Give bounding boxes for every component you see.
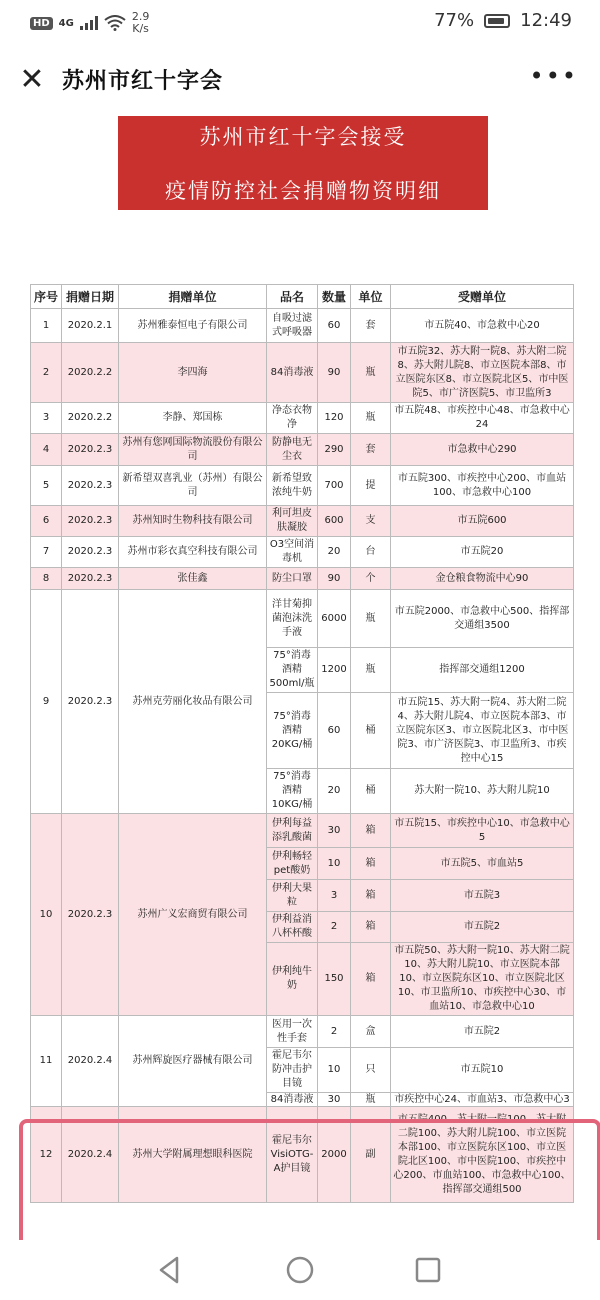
- item-unit: 箱: [351, 912, 391, 943]
- item-quantity: 20: [318, 769, 351, 814]
- item-name: O3空间消毒机: [267, 537, 318, 568]
- row-number: 1: [31, 309, 62, 343]
- row-number: 11: [31, 1016, 62, 1107]
- row-number: 12: [31, 1107, 62, 1203]
- speed-value: 2.9: [131, 10, 150, 23]
- recipient-list: 市五院2: [391, 1016, 574, 1048]
- item-name: 新希望致浓纯牛奶: [267, 466, 318, 506]
- item-unit: 盒: [351, 1016, 391, 1048]
- donation-date: 2020.2.3: [62, 434, 119, 466]
- item-name: 伊利畅轻pet酸奶: [267, 848, 318, 880]
- item-unit: 副: [351, 1107, 391, 1203]
- network-speed: [132, 11, 150, 35]
- table-row: [31, 343, 574, 403]
- article-body: [0, 210, 600, 1220]
- table-body: [31, 309, 574, 1203]
- row-number: 9: [31, 590, 62, 814]
- banner-line-1: 苏州市红十字会接受: [199, 125, 407, 149]
- item-name: 75°消毒酒精10KG/桶: [267, 769, 318, 814]
- donor-name: 苏州大学附属理想眼科医院: [119, 1107, 267, 1203]
- table-header-row: [31, 285, 574, 309]
- back-icon[interactable]: [152, 1252, 188, 1288]
- column-header: 受赠单位: [391, 285, 574, 309]
- item-quantity: 60: [318, 693, 351, 769]
- row-number: 4: [31, 434, 62, 466]
- item-name: 伊利纯牛奶: [267, 943, 318, 1016]
- item-quantity: 150: [318, 943, 351, 1016]
- home-icon[interactable]: [282, 1252, 318, 1288]
- item-unit: 箱: [351, 814, 391, 848]
- table-row: [31, 537, 574, 568]
- speed-unit: K/s: [132, 22, 149, 35]
- page-title: 苏州市红十字会: [62, 69, 224, 94]
- item-quantity: 120: [318, 403, 351, 434]
- donation-date: 2020.2.3: [62, 590, 119, 814]
- donation-date: 2020.2.1: [62, 309, 119, 343]
- item-name: 伊利益消八杯杯酸: [267, 912, 318, 943]
- item-quantity: 10: [318, 848, 351, 880]
- item-quantity: 2: [318, 1016, 351, 1048]
- item-quantity: 90: [318, 568, 351, 590]
- item-name: 伊利每益添乳酸菌: [267, 814, 318, 848]
- item-quantity: 90: [318, 343, 351, 403]
- item-name: 霍尼韦尔防冲击护目镜: [267, 1048, 318, 1093]
- more-options-icon[interactable]: •••: [529, 62, 578, 90]
- donation-date: 2020.2.2: [62, 343, 119, 403]
- recipient-list: 市急救中心290: [391, 434, 574, 466]
- item-quantity: 1200: [318, 648, 351, 693]
- network-type: 4G: [58, 17, 74, 29]
- recipient-list: 市五院400、苏大附一院100、苏大附二院100、苏大附儿院100、市立医院本部100、市立医院东区100、市立医院北区100、市中医院100、市疾控中心200、市血站100、市急救中心100、指挥部交通组500: [391, 1107, 574, 1203]
- status-right: [434, 10, 572, 31]
- donor-name: 苏州雅泰恒电子有限公司: [119, 309, 267, 343]
- item-quantity: 30: [318, 814, 351, 848]
- donation-date: 2020.2.3: [62, 537, 119, 568]
- row-number: 7: [31, 537, 62, 568]
- hd-badge: HD: [30, 17, 53, 30]
- row-number: 2: [31, 343, 62, 403]
- table-row: [31, 434, 574, 466]
- donor-name: 苏州知时生物科技有限公司: [119, 506, 267, 537]
- recipient-list: 市五院20: [391, 537, 574, 568]
- item-unit: 瓶: [351, 1093, 391, 1107]
- item-quantity: 600: [318, 506, 351, 537]
- donation-date: 2020.2.3: [62, 466, 119, 506]
- recipient-list: 苏大附一院10、苏大附儿院10: [391, 769, 574, 814]
- table-row: [31, 466, 574, 506]
- table-row: [31, 506, 574, 537]
- table-row: [31, 1016, 574, 1048]
- row-number: 8: [31, 568, 62, 590]
- recipient-list: 市五院15、苏大附一院4、苏大附二院4、苏大附儿院4、市立医院本部3、市立医院东区3、市立医院北区3、市中医院3、市广济医院3、市卫监所3、市疾控中心15: [391, 693, 574, 769]
- item-quantity: 2000: [318, 1107, 351, 1203]
- row-number: 6: [31, 506, 62, 537]
- item-unit: 箱: [351, 943, 391, 1016]
- donor-name: 苏州有您网国际物流股份有限公司: [119, 434, 267, 466]
- recipient-list: 市五院48、市疾控中心48、市急救中心24: [391, 403, 574, 434]
- donation-date: 2020.2.3: [62, 814, 119, 1016]
- donation-date: 2020.2.4: [62, 1016, 119, 1107]
- item-unit: 瓶: [351, 590, 391, 648]
- item-quantity: 60: [318, 309, 351, 343]
- donation-date: 2020.2.3: [62, 568, 119, 590]
- clock: 12:49: [520, 10, 572, 31]
- recipient-list: 市疾控中心24、市血站3、市急救中心3: [391, 1093, 574, 1107]
- item-quantity: 2: [318, 912, 351, 943]
- donation-date: 2020.2.2: [62, 403, 119, 434]
- item-name: 洋甘菊抑菌泡沫洗手液: [267, 590, 318, 648]
- item-quantity: 700: [318, 466, 351, 506]
- donor-name: 苏州辉旋医疗器械有限公司: [119, 1016, 267, 1107]
- battery-percent: 77%: [434, 10, 475, 31]
- item-name: 75°消毒酒精500ml/瓶: [267, 648, 318, 693]
- item-unit: 支: [351, 506, 391, 537]
- wifi-icon: [104, 15, 126, 31]
- battery-icon: [484, 14, 510, 28]
- row-number: 10: [31, 814, 62, 1016]
- donation-table: [30, 284, 574, 1203]
- column-header: 序号: [31, 285, 62, 309]
- item-quantity: 6000: [318, 590, 351, 648]
- item-name: 霍尼韦尔VisiOTG-A护目镜: [267, 1107, 318, 1203]
- table-row: [31, 568, 574, 590]
- donor-name: 李静、郑国栋: [119, 403, 267, 434]
- recipient-list: 市五院50、苏大附一院10、苏大附二院10、苏大附儿院10、市立医院本部10、市立医院东区10、市立医院北区10、市卫监所10、市疾控中心30、市血站10、市急救中心10: [391, 943, 574, 1016]
- table-row: [31, 1107, 574, 1203]
- recent-apps-icon[interactable]: [410, 1252, 446, 1288]
- item-unit: 箱: [351, 848, 391, 880]
- item-unit: 提: [351, 466, 391, 506]
- column-header: 品名: [267, 285, 318, 309]
- item-unit: 套: [351, 434, 391, 466]
- table-row: [31, 814, 574, 848]
- recipient-list: 市五院3: [391, 880, 574, 912]
- item-unit: 瓶: [351, 648, 391, 693]
- donation-date: 2020.2.4: [62, 1107, 119, 1203]
- status-bar: [0, 0, 600, 44]
- item-unit: 瓶: [351, 403, 391, 434]
- item-name: 75°消毒酒精20KG/桶: [267, 693, 318, 769]
- recipient-list: 市五院40、市急救中心20: [391, 309, 574, 343]
- item-unit: 桶: [351, 769, 391, 814]
- recipient-list: 市五院2: [391, 912, 574, 943]
- donor-name: 张佳鑫: [119, 568, 267, 590]
- item-quantity: 3: [318, 880, 351, 912]
- recipient-list: 市五院10: [391, 1048, 574, 1093]
- item-unit: 箱: [351, 880, 391, 912]
- recipient-list: 市五院300、市疾控中心200、市血站100、市急救中心100: [391, 466, 574, 506]
- item-name: 净态衣物净: [267, 403, 318, 434]
- item-unit: 只: [351, 1048, 391, 1093]
- table-row: [31, 403, 574, 434]
- system-nav-bar: [0, 1240, 600, 1300]
- nav-bar: [0, 44, 600, 116]
- item-name: 医用一次性手套: [267, 1016, 318, 1048]
- recipient-list: 指挥部交通组1200: [391, 648, 574, 693]
- row-number: 3: [31, 403, 62, 434]
- close-icon[interactable]: ✕: [19, 62, 45, 97]
- table-row: [31, 309, 574, 343]
- table-row: [31, 590, 574, 648]
- item-unit: 套: [351, 309, 391, 343]
- item-name: 利可坦皮肤凝胶: [267, 506, 318, 537]
- recipient-list: 市五院15、市疾控中心10、市急救中心5: [391, 814, 574, 848]
- column-header: 单位: [351, 285, 391, 309]
- item-name: 防尘口罩: [267, 568, 318, 590]
- item-name: 84消毒液: [267, 1093, 318, 1107]
- banner-line-2: 疫情防控社会捐赠物资明细: [165, 179, 441, 203]
- item-unit: 瓶: [351, 343, 391, 403]
- item-quantity: 10: [318, 1048, 351, 1093]
- column-header: 捐赠单位: [119, 285, 267, 309]
- item-quantity: 30: [318, 1093, 351, 1107]
- signal-icon: [80, 16, 98, 30]
- recipient-list: 市五院600: [391, 506, 574, 537]
- item-unit: 个: [351, 568, 391, 590]
- item-quantity: 290: [318, 434, 351, 466]
- row-number: 5: [31, 466, 62, 506]
- item-unit: 台: [351, 537, 391, 568]
- item-name: 84消毒液: [267, 343, 318, 403]
- item-quantity: 20: [318, 537, 351, 568]
- donor-name: 苏州市彩衣真空科技有限公司: [119, 537, 267, 568]
- item-name: 伊利大果粒: [267, 880, 318, 912]
- donor-name: 苏州克劳丽化妆品有限公司: [119, 590, 267, 814]
- item-unit: 桶: [351, 693, 391, 769]
- status-left: [30, 11, 149, 35]
- donation-date: 2020.2.3: [62, 506, 119, 537]
- column-header: 数量: [318, 285, 351, 309]
- recipient-list: 市五院5、市血站5: [391, 848, 574, 880]
- donor-name: 新希望双喜乳业（苏州）有限公司: [119, 466, 267, 506]
- item-name: 自吸过滤式呼吸器: [267, 309, 318, 343]
- donor-name: 苏州广义宏商贸有限公司: [119, 814, 267, 1016]
- recipient-list: 金仓粮食物流中心90: [391, 568, 574, 590]
- article-banner: [118, 116, 488, 210]
- donor-name: 李四海: [119, 343, 267, 403]
- recipient-list: 市五院2000、市急救中心500、指挥部交通组3500: [391, 590, 574, 648]
- column-header: 捐赠日期: [62, 285, 119, 309]
- item-name: 防静电无尘衣: [267, 434, 318, 466]
- recipient-list: 市五院32、苏大附一院8、苏大附二院8、苏大附儿院8、市立医院本部8、市立医院东区8、市立医院北区5、市中医院5、市广济医院5、市卫监所3: [391, 343, 574, 403]
